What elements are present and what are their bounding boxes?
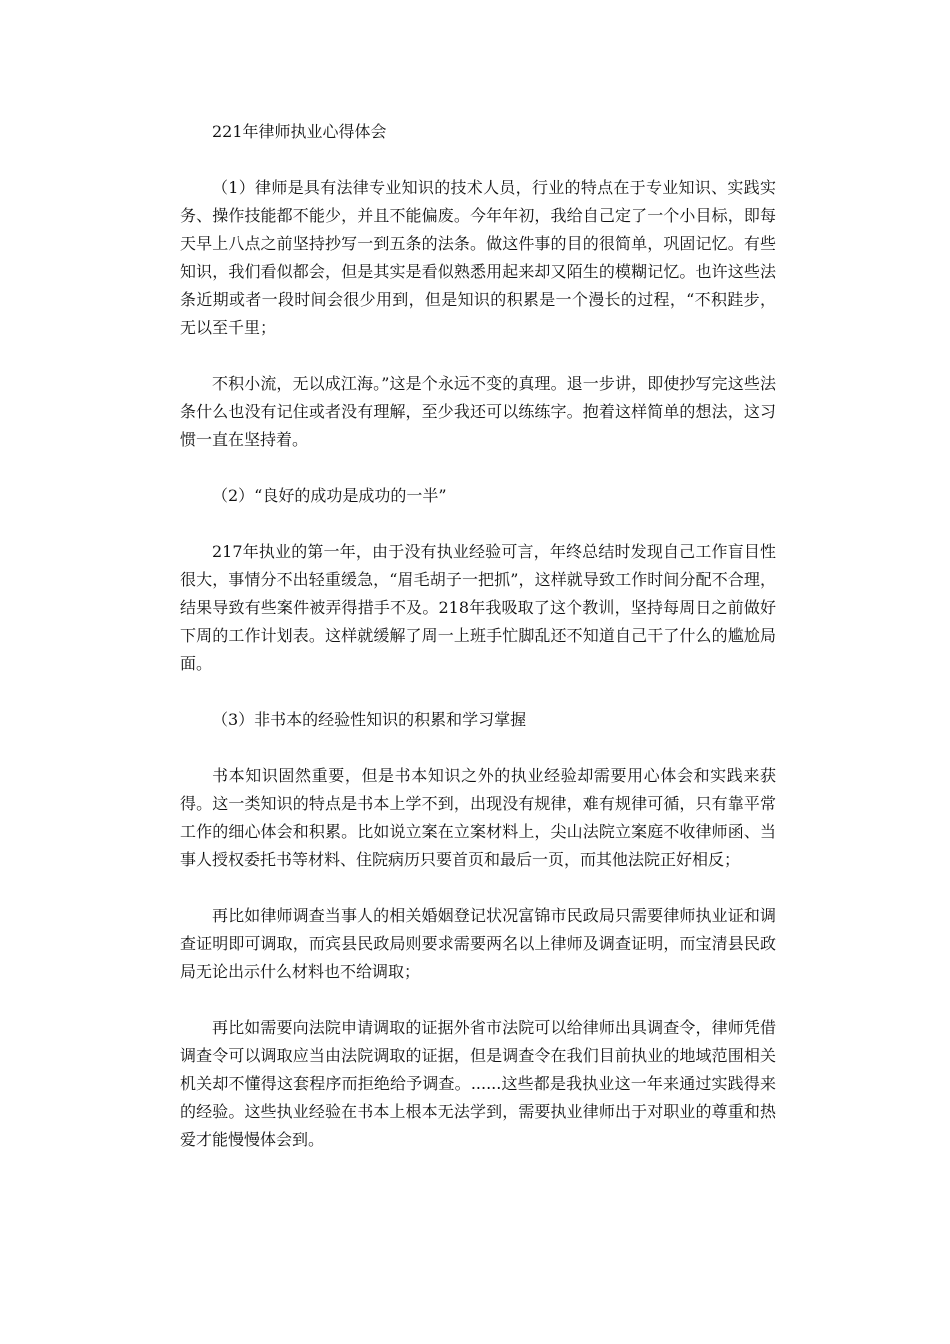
section-heading-3: （3）非书本的经验性知识的积累和学习掌握 — [212, 710, 527, 729]
section-heading-2: （2）“良好的成功是成功的一半” — [212, 486, 447, 505]
paragraph-2: 不积小流，无以成江海。”这是个永远不变的真理。退一步讲，即使抄写完这些法条什么也没有记住或者没有理解，至少我还可以练练字。抱着这样简单的想法，这习惯一直在坚持着。 — [180, 374, 776, 449]
document-title: 221年律师执业心得体会 — [212, 122, 387, 141]
paragraph-3: 217年执业的第一年，由于没有执业经验可言，年终总结时发现自己工作盲目性很大，事情分不出轻重缓急，“眉毛胡子一把抓”，这样就导致工作时间分配不合理，结果导致有些案件被弄得措手不及。218年我吸取了这个教训，坚持每周日之前做好下周的工作计划表。这样就缓解了周一上班手忙脚乱还不知道自己干了什么的尴尬局面。 — [180, 542, 776, 673]
paragraph-4: 书本知识固然重要，但是书本知识之外的执业经验却需要用心体会和实践来获得。这一类知识的特点是书本上学不到，出现没有规律，难有规律可循，只有靠平常工作的细心体会和积累。比如说立案在立案材料上，尖山法院立案庭不收律师函、当事人授权委托书等材料、住院病历只要首页和最后一页，而其他法院正好相反； — [180, 766, 776, 869]
paragraph-1: （1）律师是具有法律专业知识的技术人员，行业的特点在于专业知识、实践实务、操作技能都不能少，并且不能偏废。今年年初，我给自己定了一个小目标，即每天早上八点之前坚持抄写一到五条的法条。做这件事的目的很简单，巩固记忆。有些知识，我们看似都会，但是其实是看似熟悉用起来却又陌生的模糊记忆。也许这些法条近期或者一段时间会很少用到，但是知识的积累是一个漫长的过程，“不积跬步，无以至千里； — [180, 178, 776, 337]
paragraph-6: 再比如需要向法院申请调取的证据外省市法院可以给律师出具调查令，律师凭借调查令可以调取应当由法院调取的证据，但是调查令在我们目前执业的地域范围相关机关却不懂得这套程序而拒绝给予调查。......这些都是我执业这一年来通过实践得来的经验。这些执业经验在书本上根本无法学到，需要执业律师出于对职业的尊重和热爱才能慢慢体会到。 — [180, 1018, 776, 1149]
paragraph-5: 再比如律师调查当事人的相关婚姻登记状况富锦市民政局只需要律师执业证和调查证明即可调取，而宾县民政局则要求需要两名以上律师及调查证明，而宝清县民政局无论出示什么材料也不给调取； — [180, 906, 776, 981]
document-page — [180, 118, 776, 1154]
